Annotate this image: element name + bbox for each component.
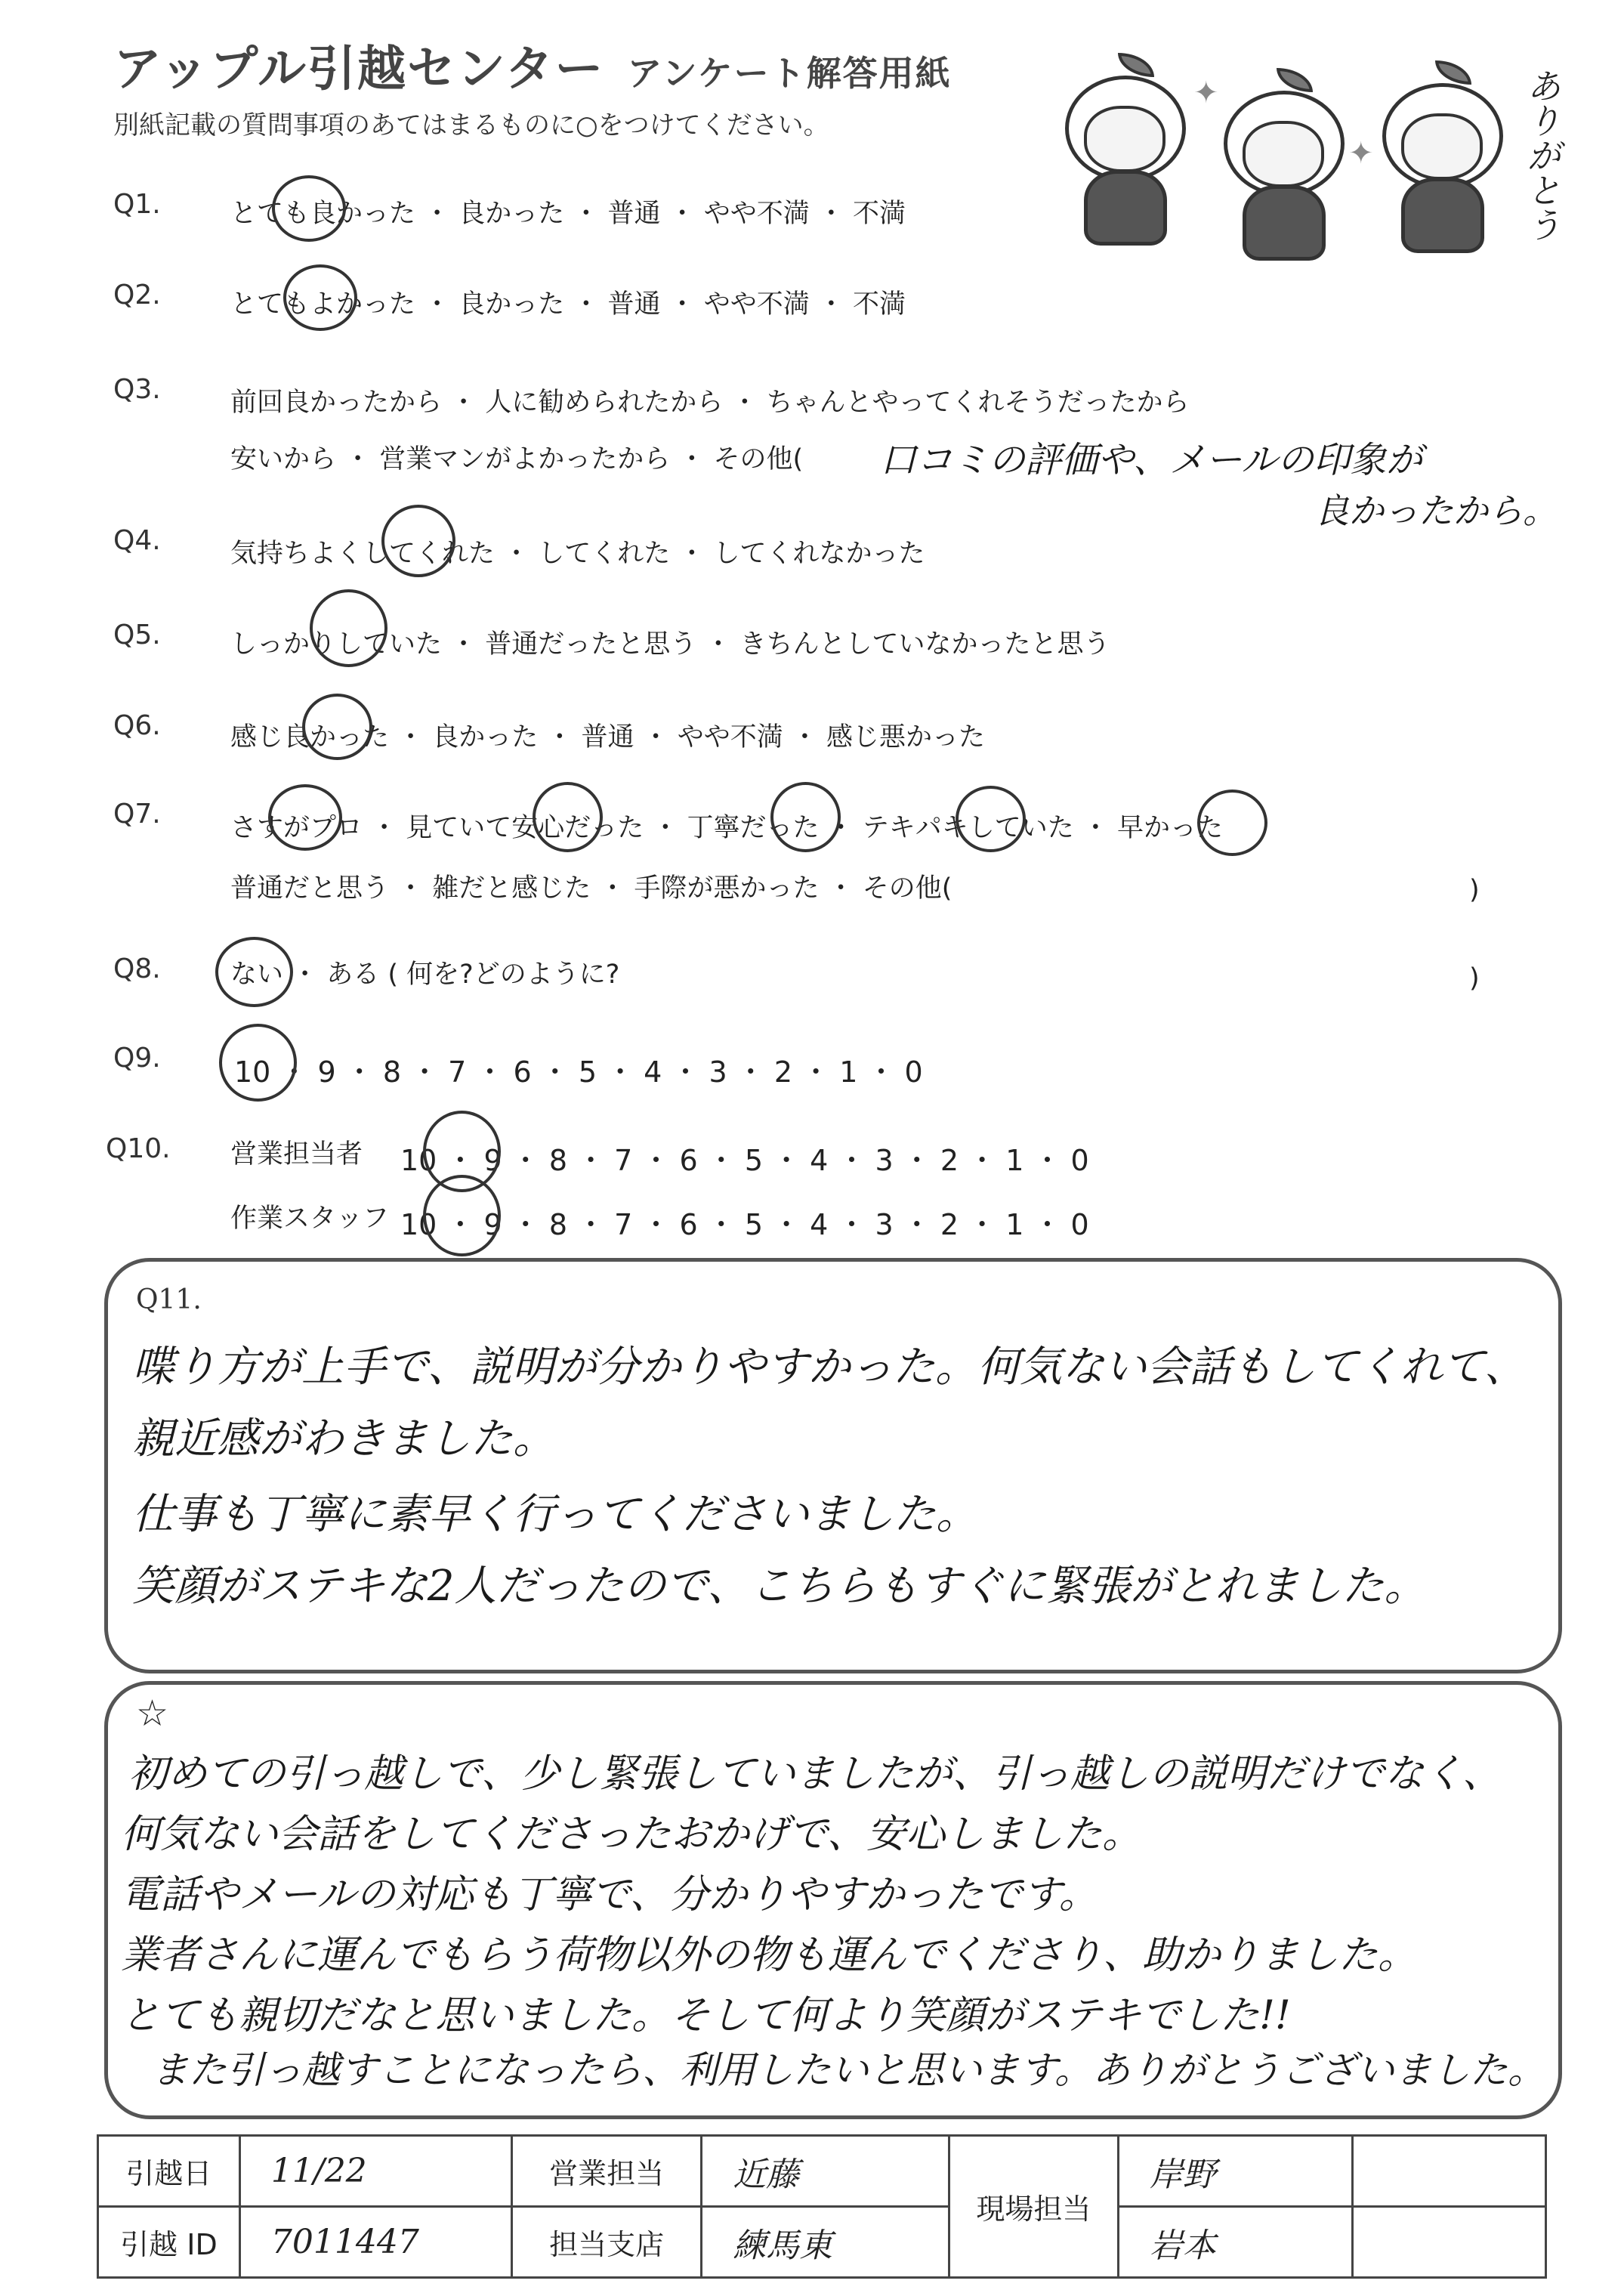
- q1-options: とても良かった ・ 良かった ・ 普通 ・ やや不満 ・ 不満: [230, 199, 906, 229]
- q10-staff-scale: 10 ・ 9 ・ 8 ・ 7 ・ 6 ・ 5 ・ 4 ・ 3 ・ 2 ・ 1 ・ 0: [400, 1208, 1089, 1241]
- q7-close-paren: ): [1469, 875, 1480, 905]
- answer-circle: [956, 786, 1026, 852]
- move-info-table: [97, 2134, 1547, 2279]
- thanks-text: ありがとう: [1521, 68, 1562, 242]
- q4-options: 気持ちよくしてくれた ・ してくれた ・ してくれなかった: [230, 539, 925, 569]
- answer-circle: [268, 784, 342, 851]
- answer-circle: [302, 694, 372, 760]
- q6-label: Q6.: [113, 710, 161, 741]
- q11-line-1: 喋り方が上手で、説明が分かりやすかった。何気ない会話もしてくれて、: [132, 1343, 1527, 1392]
- q8-options: ない ・ ある ( 何を?どのように?: [230, 960, 620, 990]
- q7-label: Q7.: [113, 799, 161, 830]
- q5-label: Q5.: [113, 620, 161, 651]
- q11-label: Q11.: [136, 1284, 202, 1315]
- move-id-value: 7011447: [239, 2207, 511, 2278]
- q7-options-line2: 普通だと思う ・ 雑だと感じた ・ 手際が悪かった ・ その他(: [230, 873, 952, 904]
- empty-cell: [1352, 2207, 1546, 2278]
- q2-label: Q2.: [113, 280, 161, 311]
- answer-circle: [272, 175, 346, 242]
- q3-options-line2: 安いから ・ 営業マンがよかったから ・ その他(: [230, 444, 804, 474]
- q9-scale: 10 ・ 9 ・ 8 ・ 7 ・ 6 ・ 5 ・ 4 ・ 3 ・ 2 ・ 1 ・ 0: [234, 1055, 923, 1089]
- q6-options: 感じ良かった ・ 良かった ・ 普通 ・ やや不満 ・ 感じ悪かった: [230, 722, 986, 752]
- q3-answer-line2: 良かったから。: [1314, 490, 1558, 531]
- answer-circle: [215, 937, 293, 1007]
- star-icon: ☆: [136, 1692, 169, 1735]
- answer-circle: [533, 782, 603, 852]
- site-staff-value-1: 岸野: [1118, 2136, 1352, 2207]
- form-title: [113, 30, 952, 100]
- q3-options-line1: 前回良かったから ・ 人に勧められたから ・ ちゃんとやってくれそうだったから: [230, 388, 1190, 418]
- answer-circle: [219, 1024, 297, 1102]
- free-comment-line-3: 電話やメールの対応も丁寧で、分かりやすかったです。: [121, 1872, 1098, 1918]
- q4-label: Q4.: [113, 525, 161, 556]
- empty-cell: [1352, 2136, 1546, 2207]
- move-id-label: 引越 ID: [98, 2207, 240, 2278]
- free-comment-line-2: 何気ない会話をしてくださったおかげで、安心しました。: [121, 1812, 1141, 1857]
- move-date-label: 引越日: [98, 2136, 240, 2207]
- answer-circle: [283, 264, 357, 331]
- q11-line-2: 親近感がわきました。: [132, 1414, 555, 1463]
- instruction-text: 別紙記載の質問事項のあてはまるものに○をつけてください。: [113, 110, 829, 141]
- q3-answer-line1: 口コミの評価や、メールの印象が: [880, 439, 1423, 481]
- free-comment-line-1: 初めての引っ越しで、少し緊張していましたが、引っ越しの説明だけでなく、: [128, 1751, 1502, 1797]
- site-staff-label: 現場担当: [949, 2136, 1118, 2278]
- sparkle-icon: ✦: [1193, 76, 1219, 110]
- branch-label: 担当支店: [512, 2207, 702, 2278]
- free-comment-line-4: 業者さんに運んでもらう荷物以外の物も運んでくださり、助かりました。: [121, 1933, 1418, 1978]
- q10-label: Q10.: [106, 1133, 171, 1164]
- q5-options: しっかりしていた ・ 普通だったと思う ・ きちんとしていなかったと思う: [230, 629, 1110, 660]
- answer-circle: [310, 589, 387, 667]
- sales-rep-label: 営業担当: [512, 2136, 702, 2207]
- q1-label: Q1.: [113, 189, 161, 220]
- answer-circle: [381, 505, 455, 577]
- q7-options-line1: さすがプロ ・ 見ていて安心だった ・ 丁寧だった ・ テキパキしていた ・ 早かった: [230, 813, 1224, 843]
- q8-close-paren: ): [1469, 963, 1480, 994]
- free-comment-line-6: また引っ越すことになったら、利用したいと思います。ありがとうございました。: [151, 2048, 1545, 2092]
- q11-line-4: 笑顔がステキな2人だったので、こちらもすぐに緊張がとれました。: [132, 1562, 1427, 1611]
- branch-value: 練馬東: [702, 2207, 949, 2278]
- q2-options: とてもよかった ・ 良かった ・ 普通 ・ やや不満 ・ 不満: [230, 289, 906, 320]
- q10-staff-label: 作業スタッフ: [230, 1204, 390, 1234]
- site-staff-value-2: 岩本: [1118, 2207, 1352, 2278]
- q8-label: Q8.: [113, 953, 161, 984]
- q10-sales-label: 営業担当者: [230, 1139, 363, 1170]
- q10-sales-scale: 10 ・ 9 ・ 8 ・ 7 ・ 6 ・ 5 ・ 4 ・ 3 ・ 2 ・ 1 ・ 0: [400, 1144, 1089, 1177]
- sparkle-icon: ✦: [1348, 136, 1374, 171]
- q3-label: Q3.: [113, 374, 161, 405]
- answer-circle: [770, 782, 841, 852]
- free-comment-line-5: とても親切だなと思いました。そして何より笑顔がステキでした!!: [121, 1993, 1291, 2038]
- q9-label: Q9.: [113, 1043, 161, 1074]
- company-name: アップル引越センター: [113, 42, 605, 97]
- q11-line-3: 仕事も丁寧に素早く行ってくださいました。: [132, 1490, 978, 1539]
- form-subtitle: アンケート解答用紙: [627, 53, 952, 94]
- answer-circle: [423, 1175, 501, 1256]
- answer-circle: [1197, 790, 1267, 856]
- move-date-value: 11/22: [239, 2136, 511, 2207]
- sales-rep-value: 近藤: [702, 2136, 949, 2207]
